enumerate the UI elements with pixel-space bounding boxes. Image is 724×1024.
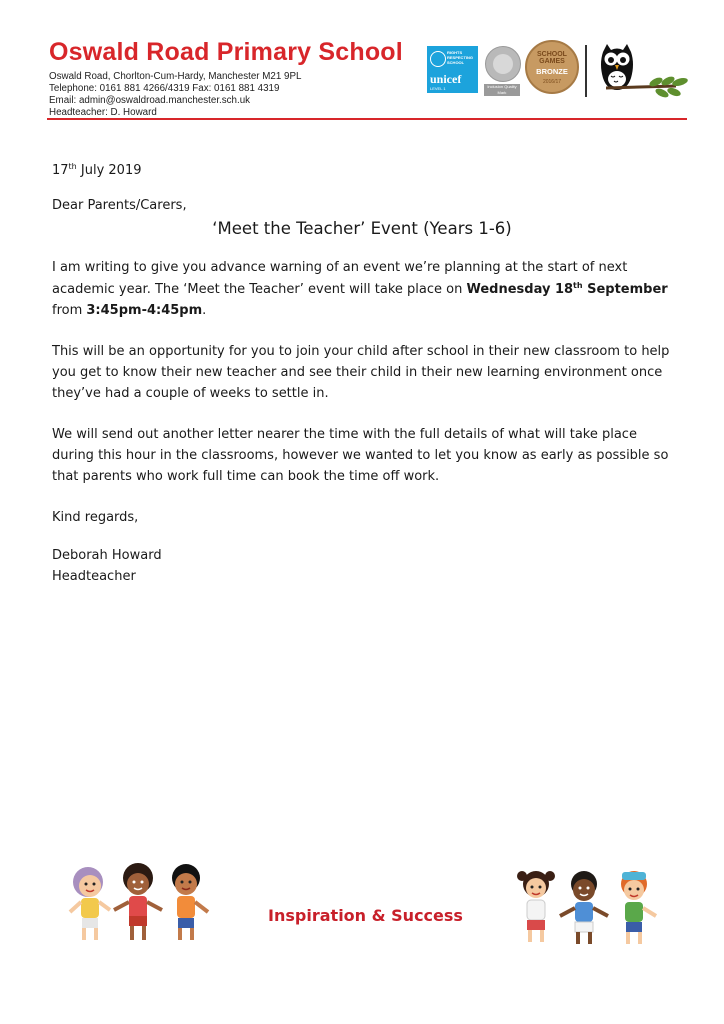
paragraph-3-line: We will send out another letter nearer the time with the full details of what will take place	[52, 427, 637, 442]
paragraph-1-line-1: I am writing to give you advance warning of an event we’re planning at the start of next	[52, 260, 628, 275]
school-games-bronze-logo	[525, 40, 579, 94]
games-logo-year: 2016/17	[542, 79, 562, 85]
unicef-logo-caption: RIGHTS RESPECTING SCHOOL	[447, 50, 474, 65]
paragraph-3-line: that parents who work full time can book the time off work.	[52, 469, 440, 484]
games-logo-title: SCHOOL GAMES	[537, 51, 567, 65]
paragraph-2-line: they’ve had a couple of weeks to settle in.	[52, 386, 329, 401]
salutation: Dear Parents/Carers,	[52, 198, 187, 213]
closing: Kind regards,	[52, 510, 139, 525]
signature-name: Deborah Howard	[52, 548, 162, 563]
paragraph-3-line: during this hour in the classrooms, however we wanted to let you know as early as possible so	[52, 448, 669, 463]
unicef-rights-respecting-logo	[427, 46, 478, 93]
letter-date: 17th July 2019	[52, 162, 142, 178]
globe-icon	[430, 51, 446, 67]
school-address: Oswald Road, Chorlton-Cum-Hardy, Manchester M21 9PL	[49, 71, 302, 82]
paragraph-2-line: This will be an opportunity for you to join your child after school in their new classroom to help	[52, 344, 670, 359]
inclusion-badge-caption: Inclusion Quality Mark	[484, 84, 520, 96]
school-headteacher: Headteacher: D. Howard	[49, 107, 157, 118]
children-right-illustration	[512, 866, 660, 952]
logo-divider	[585, 45, 587, 97]
letter-title: ‘Meet the Teacher’ Event (Years 1-6)	[212, 219, 512, 238]
school-name: Oswald Road Primary School	[49, 38, 403, 66]
school-email: Email: admin@oswaldroad.manchester.sch.uk	[49, 95, 251, 106]
unicef-logo-word: unicef	[430, 72, 462, 86]
paragraph-1-line-2: academic year. The ‘Meet the Teacher’ event will take place on Wednesday 18th September	[52, 281, 668, 297]
school-telephone: Telephone: 0161 881 4266/4319 Fax: 0161 881 4319	[49, 83, 280, 94]
children-left-illustration	[62, 860, 214, 950]
games-logo-level: BRONZE	[536, 67, 568, 76]
school-motto: Inspiration & Success	[268, 906, 463, 925]
unicef-logo-level: LEVEL 1	[430, 86, 446, 91]
signature-title: Headteacher	[52, 569, 136, 584]
inclusion-badge-logo	[485, 46, 521, 82]
paragraph-1-line-3: from 3:45pm-4:45pm.	[52, 303, 207, 318]
leaf-branch-icon	[606, 76, 690, 100]
header-divider	[47, 118, 687, 120]
paragraph-2-line: you get to know their new teacher and see their child in their new learning environment once	[52, 365, 663, 380]
